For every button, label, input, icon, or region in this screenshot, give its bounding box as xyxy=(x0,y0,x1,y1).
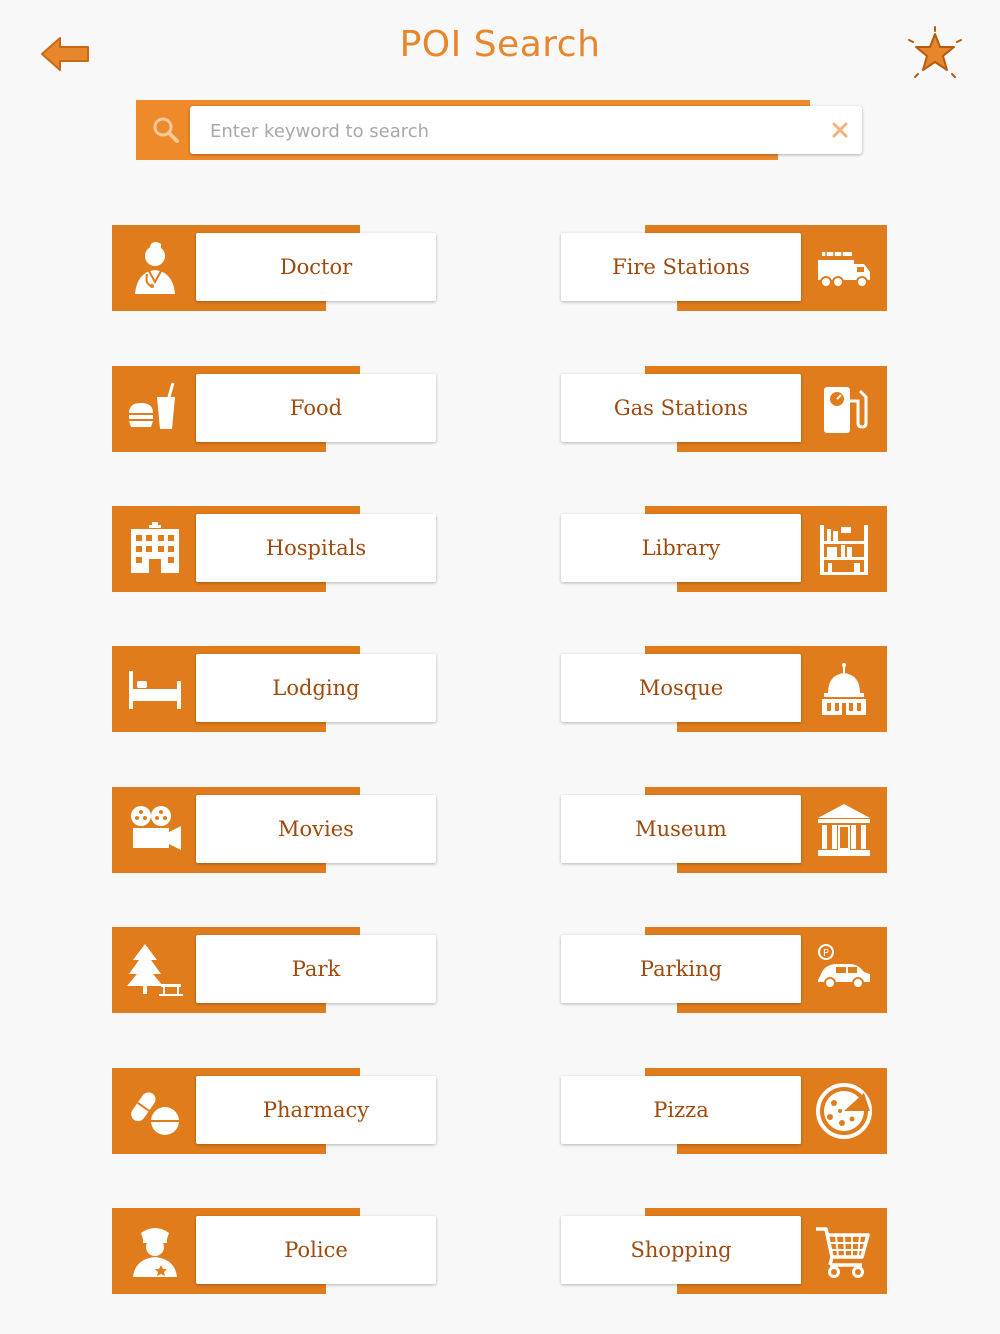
card-accent-bottom xyxy=(677,1284,807,1294)
category-card-mosque[interactable] xyxy=(561,646,887,732)
card-accent-bottom xyxy=(196,442,326,452)
card-accent-bottom xyxy=(677,1003,807,1013)
doctor-icon xyxy=(125,238,185,298)
police-officer-icon xyxy=(125,1221,185,1281)
category-button-police[interactable] xyxy=(196,1216,436,1284)
category-label: Hospitals xyxy=(265,536,367,560)
bed-icon xyxy=(125,659,185,719)
category-button-parking[interactable] xyxy=(561,935,801,1003)
card-accent-bottom xyxy=(677,582,807,592)
category-card-parking[interactable] xyxy=(561,927,887,1013)
category-label: Food xyxy=(289,396,343,420)
category-button-hospitals[interactable] xyxy=(196,514,436,582)
category-button-lodging[interactable] xyxy=(196,654,436,722)
card-accent-bottom xyxy=(677,442,807,452)
category-label: Mosque xyxy=(638,676,724,700)
page-title: POI Search xyxy=(399,24,601,65)
category-card-pharmacy[interactable] xyxy=(112,1068,438,1154)
category-label: Police xyxy=(284,1238,348,1262)
category-label: Lodging xyxy=(272,676,360,700)
category-button-movies[interactable] xyxy=(196,795,436,863)
hospital-icon xyxy=(125,519,185,579)
card-accent-bottom xyxy=(677,301,807,311)
card-accent-bottom xyxy=(196,722,326,732)
category-label: Museum xyxy=(635,817,727,841)
category-card-gas-stations[interactable] xyxy=(561,366,887,452)
category-button-fire-stations[interactable] xyxy=(561,233,801,301)
category-card-museum[interactable] xyxy=(561,787,887,873)
card-accent-bottom xyxy=(196,863,326,873)
category-label: Doctor xyxy=(279,255,353,279)
category-button-mosque[interactable] xyxy=(561,654,801,722)
category-button-gas-stations[interactable] xyxy=(561,374,801,442)
category-label: Movies xyxy=(278,817,354,841)
mosque-icon xyxy=(814,659,874,719)
category-card-movies[interactable] xyxy=(112,787,438,873)
category-card-shopping[interactable] xyxy=(561,1208,887,1294)
category-button-food[interactable] xyxy=(196,374,436,442)
category-card-park[interactable] xyxy=(112,927,438,1013)
shopping-cart-icon xyxy=(814,1221,874,1281)
category-button-pharmacy[interactable] xyxy=(196,1076,436,1144)
category-label: Library xyxy=(641,536,721,560)
category-button-doctor[interactable] xyxy=(196,233,436,301)
tree-bench-icon xyxy=(125,940,185,1000)
category-label: Fire Stations xyxy=(612,255,750,279)
card-accent-bottom xyxy=(196,582,326,592)
card-accent-bottom xyxy=(677,863,807,873)
category-button-shopping[interactable] xyxy=(561,1216,801,1284)
card-accent-bottom xyxy=(196,1144,326,1154)
card-accent-bottom xyxy=(677,722,807,732)
card-accent-bottom xyxy=(677,1144,807,1154)
category-label: Shopping xyxy=(630,1238,732,1262)
card-accent-bottom xyxy=(196,301,326,311)
category-card-library[interactable] xyxy=(561,506,887,592)
museum-icon xyxy=(814,800,874,860)
fuel-pump-icon xyxy=(814,379,874,439)
category-button-park[interactable] xyxy=(196,935,436,1003)
category-card-police[interactable] xyxy=(112,1208,438,1294)
pizza-icon xyxy=(814,1081,874,1141)
category-label: Parking xyxy=(639,957,723,981)
category-card-lodging[interactable] xyxy=(112,646,438,732)
card-accent-bottom xyxy=(196,1003,326,1013)
category-button-library[interactable] xyxy=(561,514,801,582)
category-card-pizza[interactable] xyxy=(561,1068,887,1154)
category-label: Park xyxy=(291,957,341,981)
pills-icon xyxy=(125,1081,185,1141)
svg-text:P: P xyxy=(822,948,830,959)
car-parking-icon xyxy=(814,940,874,1000)
fire-truck-icon xyxy=(814,238,874,298)
category-card-food[interactable] xyxy=(112,366,438,452)
film-camera-icon xyxy=(125,800,185,860)
category-card-fire-stations[interactable] xyxy=(561,225,887,311)
category-label: Pharmacy xyxy=(262,1098,370,1122)
category-label: Gas Stations xyxy=(613,396,749,420)
category-button-museum[interactable] xyxy=(561,795,801,863)
card-accent-bottom xyxy=(196,1284,326,1294)
burger-drink-icon xyxy=(125,379,185,439)
category-button-pizza[interactable] xyxy=(561,1076,801,1144)
category-label: Pizza xyxy=(653,1098,709,1122)
category-card-doctor[interactable] xyxy=(112,225,438,311)
bookshelf-icon xyxy=(814,519,874,579)
category-card-hospitals[interactable] xyxy=(112,506,438,592)
